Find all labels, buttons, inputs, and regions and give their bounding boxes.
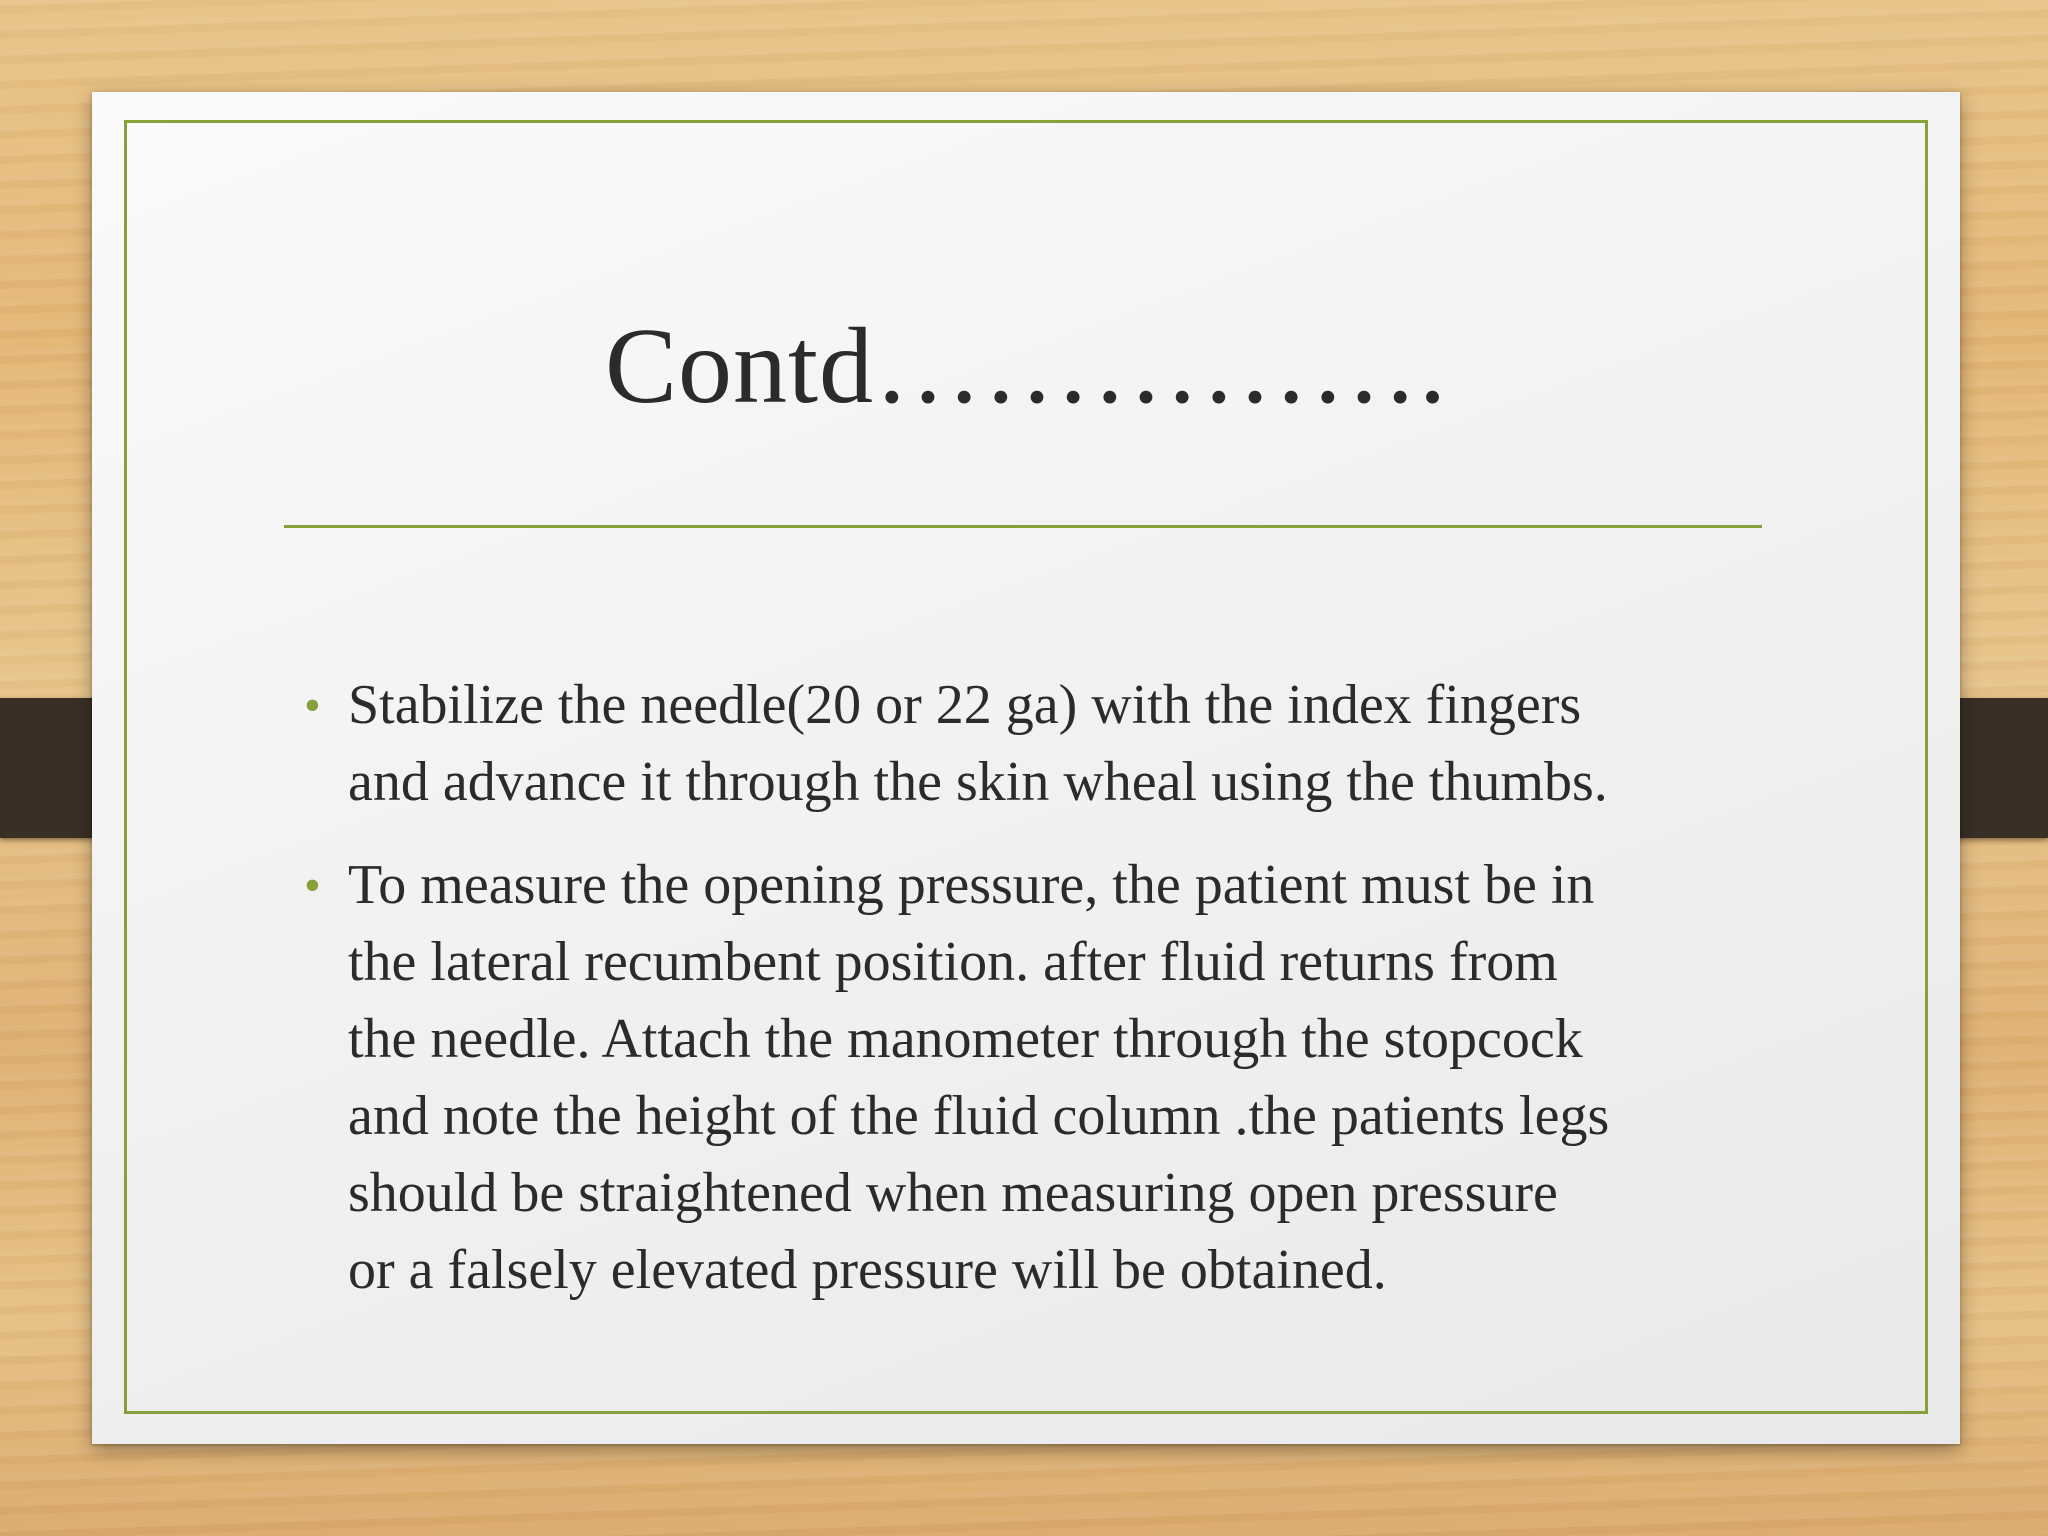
slide-title: Contd……………. xyxy=(604,307,1448,426)
bullet-text-line: Stabilize the needle(20 or 22 ga) with the index fingers xyxy=(348,674,1582,736)
bullet-text-line: and note the height of the fluid column .the patients legs xyxy=(348,1085,1610,1147)
bullet-text-line: or a falsely elevated pressure will be obtained. xyxy=(348,1239,1387,1301)
bullet-text-line: To measure the opening pressure, the patient must be in xyxy=(348,854,1595,916)
bullet-item-1 xyxy=(304,667,1888,821)
bullet-text-line: and advance it through the skin wheal using the thumbs. xyxy=(348,751,1608,813)
title-divider xyxy=(284,525,1762,528)
bullet-item-2 xyxy=(304,847,1888,1309)
slide-card xyxy=(92,92,1960,1444)
bullet-marker-icon: • xyxy=(304,679,321,732)
bullet-marker-icon: • xyxy=(304,859,321,912)
bullet-text-line: should be straightened when measuring open pressure xyxy=(348,1162,1558,1224)
bullet-text-line: the lateral recumbent position. after fluid returns from xyxy=(348,931,1558,993)
bullet-text-line: the needle. Attach the manometer through the stopcock xyxy=(348,1008,1583,1070)
bullet-list xyxy=(304,667,1888,1335)
